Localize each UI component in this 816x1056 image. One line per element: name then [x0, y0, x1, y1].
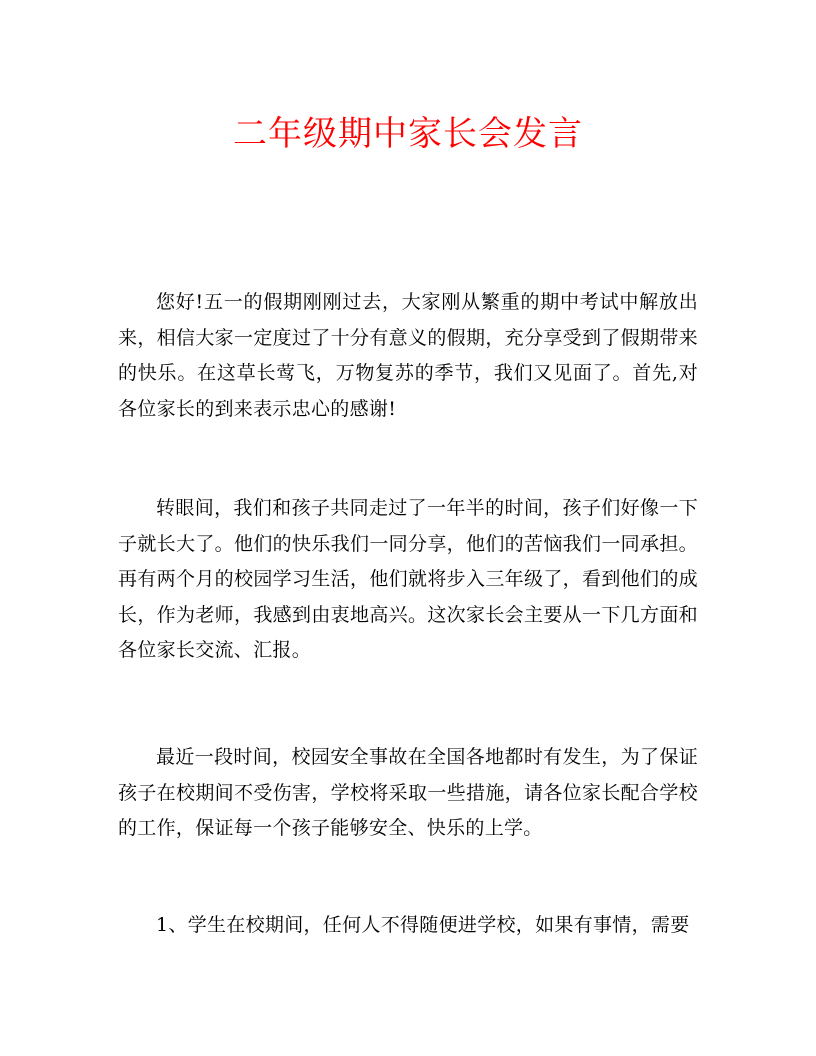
paragraph-growth: 转眼间，我们和孩子共同走过了一年半的时间，孩子们好像一下子就长大了。他们的快乐我们一同分享，他们的苦恼我们一同承担。再有两个月的校园学习生活，他们就将步入三年级了，看到他们的成长，作为老师，我感到由衷地高兴。这次家长会主要从一下几方面和各位家长交流、汇报。 — [118, 497, 698, 661]
paragraph-greeting: 您好!五一的假期刚刚过去，大家刚从繁重的期中考试中解放出来，相信大家一定度过了十分有意义的假期，充分享受到了假期带来的快乐。在这草长莺飞，万物复苏的季节，我们又见面了。首先,对各位家长的到来表示忠心的感谢! — [118, 291, 698, 420]
paragraph-safety: 最近一段时间，校园安全事故在全国各地都时有发生，为了保证孩子在校期间不受伤害，学校将采取一些措施，请各位家长配合学校的工作，保证每一个孩子能够安全、快乐的上学。 — [118, 746, 698, 839]
paragraph-rule-1: 1、学生在校期间，任何人不得随便进学校，如果有事情，需要 — [156, 914, 690, 936]
document-title: 二年级期中家长会发言 — [233, 114, 583, 154]
